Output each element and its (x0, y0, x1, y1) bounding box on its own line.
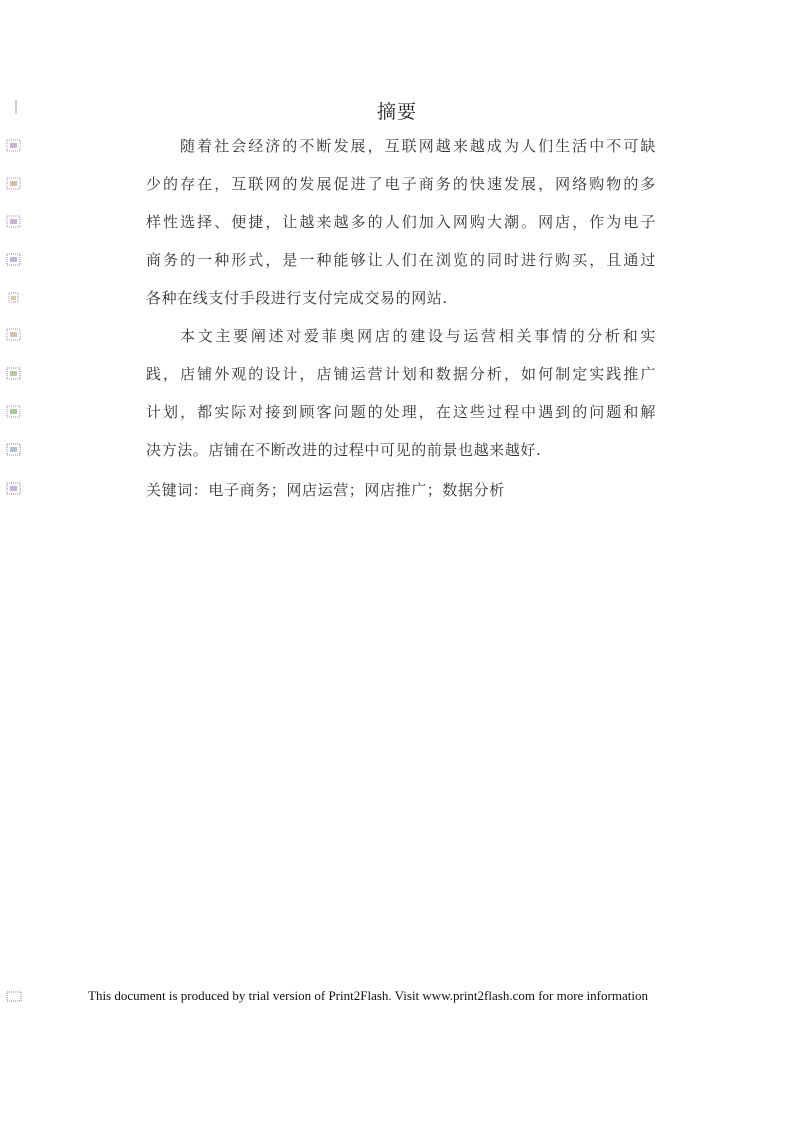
paragraph-line: 样性选择、便捷，让越来越多的人们加入网购大潮。网店，作为电子 (146, 213, 656, 231)
paragraph-line: 商务的一种形式，是一种能够让人们在浏览的同时进行购买，且通过 (146, 251, 656, 269)
trial-watermark-footer: This document is produced by trial version of Print2Flash. Visit www.print2flash.com for more information (88, 988, 648, 1003)
margin-mark (5, 990, 23, 1003)
margin-mark (5, 328, 23, 341)
paragraph-line: 决方法。店铺在不断改进的过程中可见的前景也越来越好. (146, 441, 542, 459)
margin-mark (5, 405, 23, 418)
margin-mark (5, 291, 23, 304)
paragraph-line: 少的存在，互联网的发展促进了电子商务的快速发展，网络购物的多 (146, 175, 656, 193)
abstract-title: 摘要 (376, 101, 417, 123)
margin-mark (5, 443, 23, 456)
paragraph-line: 本文主要阐述对爱菲奥网店的建设与运营相关事情的分析和实 (180, 327, 656, 345)
paragraph-line: 随着社会经济的不断发展，互联网越来越成为人们生活中不可缺 (180, 137, 656, 155)
margin-mark (5, 177, 23, 190)
paragraph-line: 践，店铺外观的设计，店铺运营计划和数据分析，如何制定实践推广 (146, 365, 656, 383)
keywords-line: 关键词：电子商务；网店运营；网店推广；数据分析 (146, 481, 505, 499)
margin-mark (5, 253, 23, 266)
margin-mark (5, 367, 23, 380)
margin-mark (5, 215, 23, 228)
margin-mark (5, 139, 23, 152)
paragraph-line: 各种在线支付手段进行支付完成交易的网站. (146, 289, 448, 307)
margin-mark (5, 482, 23, 495)
paragraph-line: 计划，都实际对接到顾客问题的处理，在这些过程中遇到的问题和解 (146, 403, 656, 421)
